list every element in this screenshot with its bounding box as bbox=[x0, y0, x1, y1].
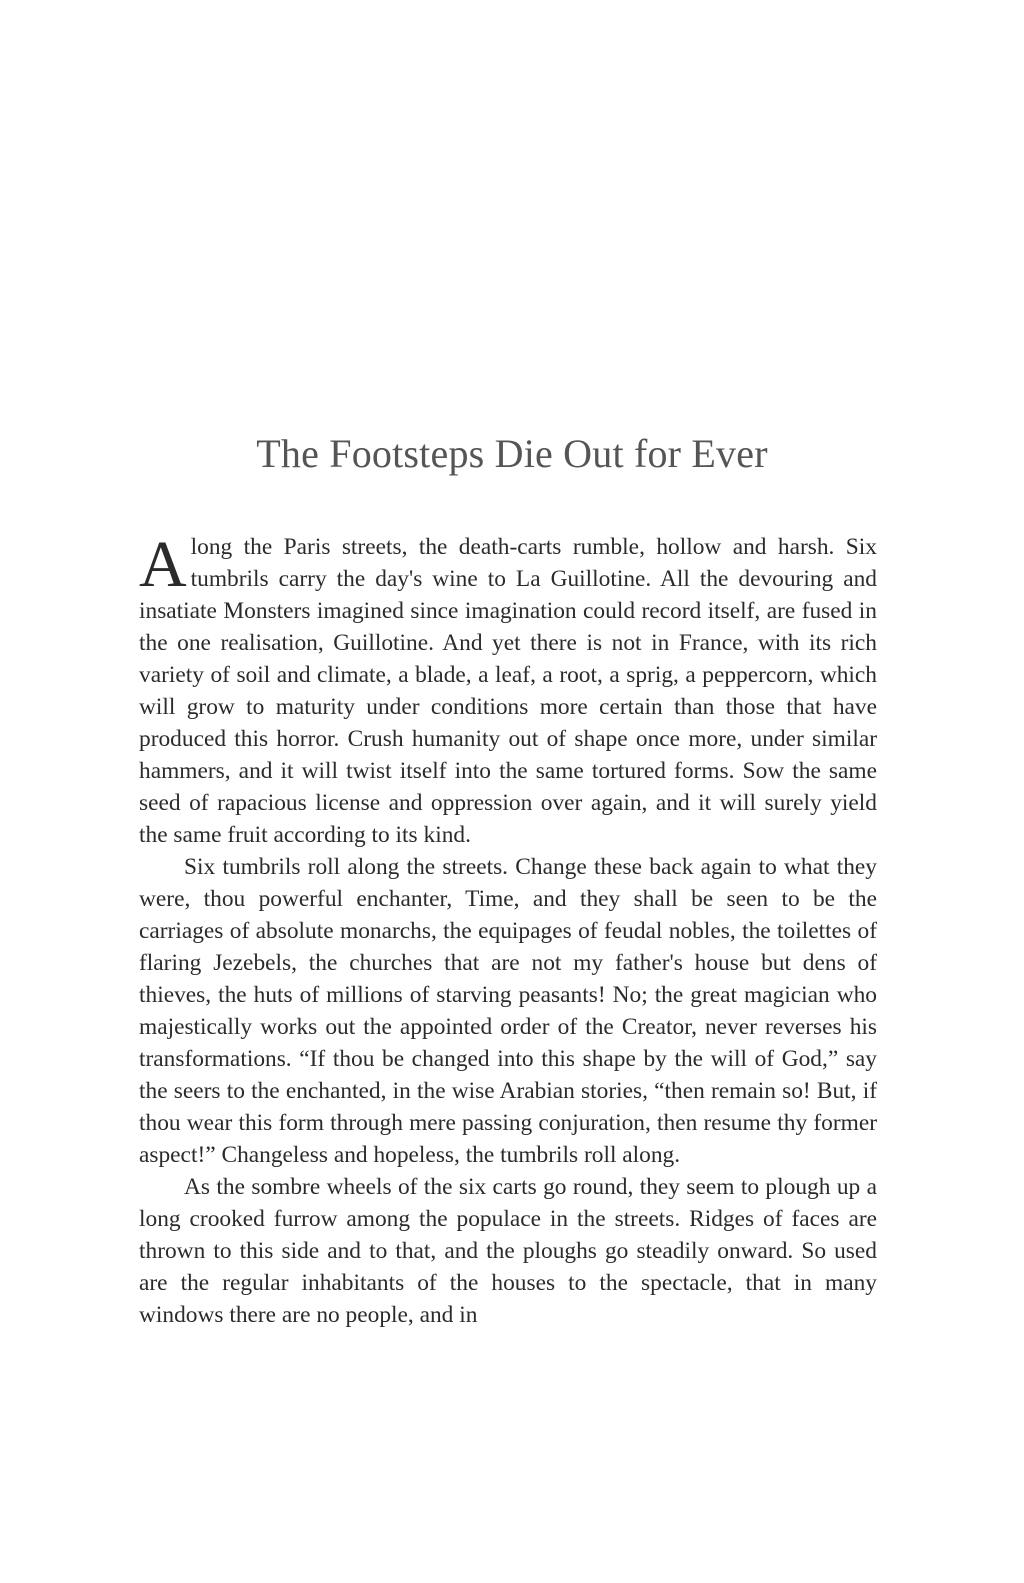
chapter-title: The Footsteps Die Out for Ever bbox=[256, 431, 768, 476]
drop-cap: A bbox=[139, 528, 187, 601]
paragraph-1 bbox=[139, 528, 877, 851]
paragraph-1-text: long the Paris streets, the death-carts rumble, hollow and harsh. Six tumbrils carry the day's wine to La Guillotine. All the devouring and insatiate Monsters imagined since imagination could record itself, are fused in the one realisation, Guillotine. And yet there is not in France, with its rich variety of soil and climate, a blade, a leaf, a root, a sprig, a peppercorn, which will grow to maturity under conditions more certain than those that have produced this horror. Crush humanity out of shape once more, under similar hammers, and it will twist itself into the same tortured forms. Sow the same seed of rapacious license and oppression over again, and it will surely yield the same fruit according to its kind. bbox=[139, 534, 877, 848]
paragraph-3: As the sombre wheels of the six carts go round, they seem to plough up a long crooked furrow among the populace in the streets. Ridges of faces are thrown to this side and to that, and the ploughs go steadily onward. So used are the regular inhabitants of the houses to the spectacle, that in many windows there are no people, and in bbox=[139, 1174, 877, 1328]
paragraph-2: Six tumbrils roll along the streets. Change these back again to what they were, thou powerful enchanter, Time, and they shall be seen to be the carriages of absolute monarchs, the equipages of feudal nobles, the toilettes of flaring Jezebels, the churches that are not my father's house but dens of thieves, the huts of millions of starving peasants! No; the great magician who majestically works out the appointed order of the Creator, never reverses his transformations. “If thou be changed into this shape by the will of God,” say the seers to the enchanted, in the wise Arabian stories, “then remain so! But, if thou wear this form through mere passing conjuration, then resume thy former aspect!” Changeless and hopeless, the tumbrils roll along. bbox=[139, 854, 877, 1168]
chapter-body bbox=[139, 528, 877, 1331]
